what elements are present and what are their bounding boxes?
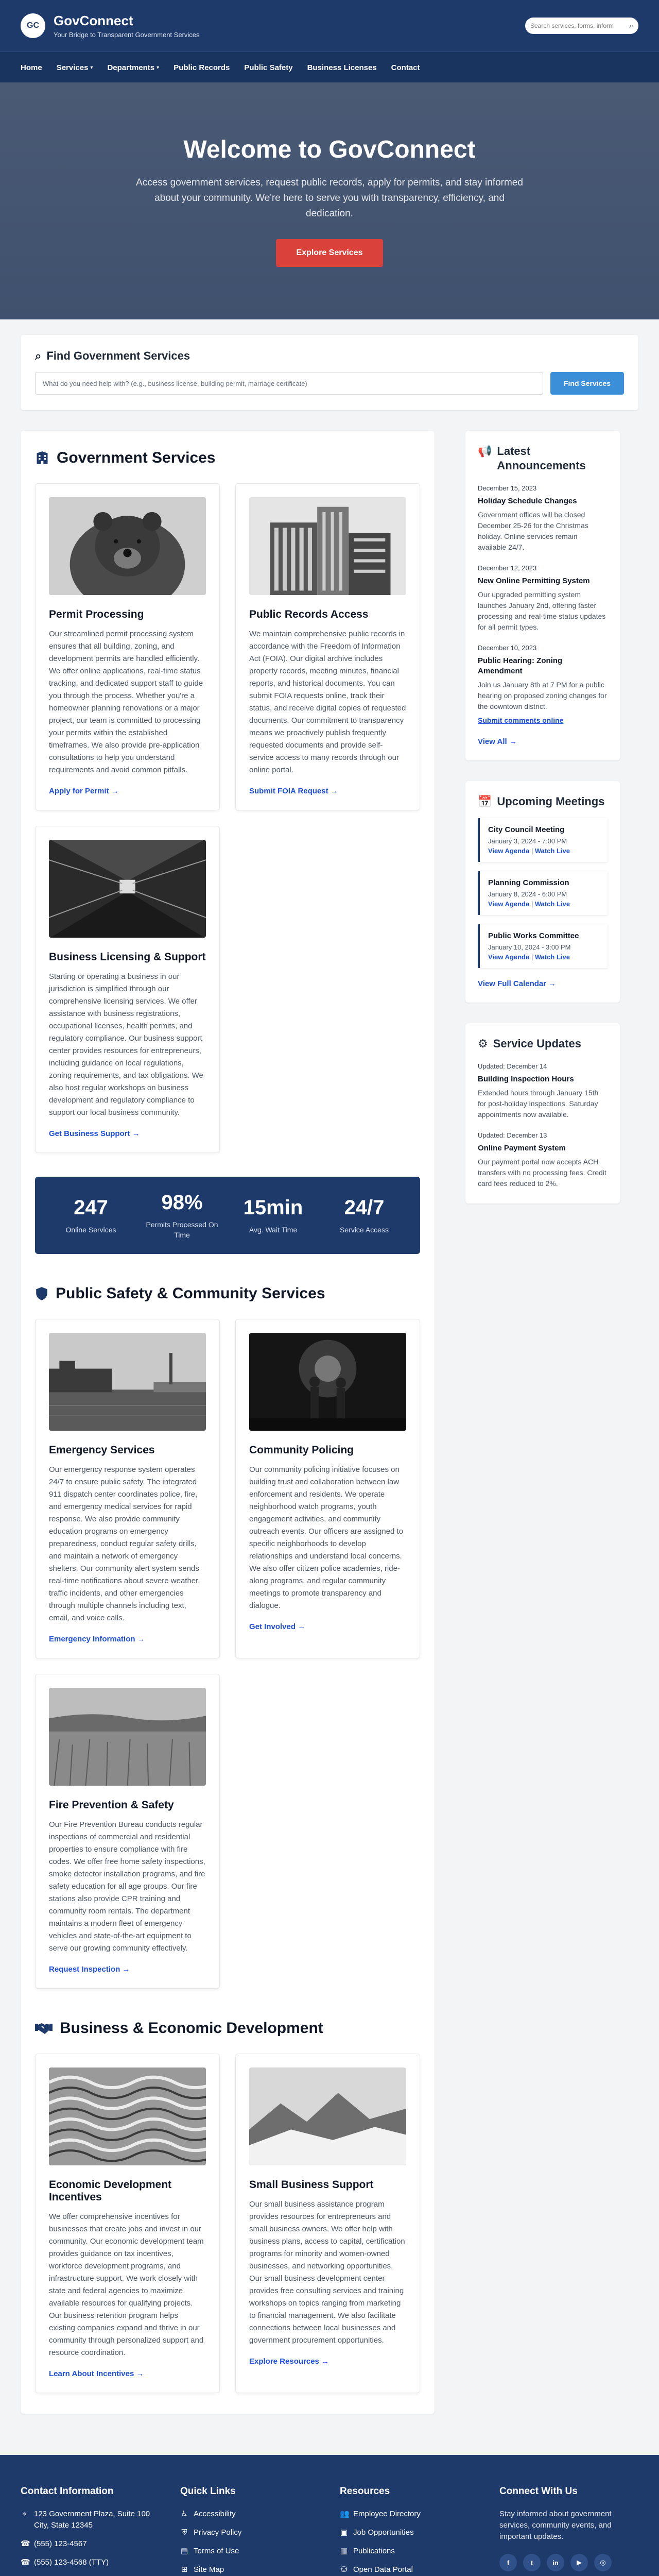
footer-link[interactable]: ▣ Job Opportunities bbox=[340, 2527, 479, 2538]
top-bar bbox=[0, 0, 659, 52]
meetings-box bbox=[465, 781, 620, 1003]
sidebar bbox=[465, 431, 620, 1204]
request-inspection-link[interactable]: Request Inspection → bbox=[49, 1965, 130, 1974]
card-title: Permit Processing bbox=[49, 608, 144, 620]
full-calendar-link[interactable]: View Full Calendar → bbox=[478, 979, 557, 988]
footer-link[interactable]: ▤ Terms of Use bbox=[180, 2546, 319, 2557]
card-title: Community Policing bbox=[249, 1444, 354, 1456]
briefcase-icon: ▣ bbox=[340, 2528, 348, 2537]
gov-services-title: Government Services bbox=[57, 449, 216, 466]
meetings-title: Upcoming Meetings bbox=[497, 795, 605, 808]
incentives-link[interactable]: Learn About Incentives → bbox=[49, 2369, 144, 2378]
meeting-item: City Council Meeting January 3, 2024 - 7:00 PM View Agenda | Watch Live bbox=[478, 818, 608, 862]
card-text: Our Fire Prevention Bureau conducts regular inspections of commercial and residential properties to ensure compliance with fire codes. We offer free home safety inspections, smoke detector installation programs, and fire safety education for all age groups. Our fire stations also provide CPR training and community room rentals. The department maintains a modern fleet of emergency vehicles and state-of-the-art equipment to serve our growing community effectively. bbox=[49, 1820, 205, 1953]
building-icon bbox=[35, 451, 49, 465]
snow-landscape-image bbox=[249, 2067, 406, 2165]
card-text: Our emergency response system operates 24/7 to ensure public safety. The integrated 911 dispatch center coordinates police, fire, and emergency medical services for rapid response. We also provide community education programs on emergency preparedness, conduct regular safety drills, and maintain a network of emergency shelters. Our community alert system sends real-time notifications about severe weather, traffic incidents, and other emergencies through multiple channels including text, email, and voice calls. bbox=[49, 1465, 200, 1622]
safety-card bbox=[235, 1319, 420, 1658]
logo: GC bbox=[21, 13, 45, 38]
site-title: GovConnect bbox=[54, 13, 133, 28]
business-card bbox=[35, 2054, 220, 2393]
updates-title: Service Updates bbox=[493, 1037, 581, 1050]
search-icon: ⌕ bbox=[35, 349, 42, 362]
explore-services-button[interactable]: Explore Services bbox=[276, 239, 384, 267]
find-title: Find Government Services bbox=[46, 349, 190, 362]
shield-icon bbox=[35, 1286, 48, 1301]
gear-icon: ⚙ bbox=[478, 1037, 488, 1050]
explore-resources-link[interactable]: Explore Resources → bbox=[249, 2357, 330, 2366]
main-nav bbox=[0, 52, 659, 82]
hero-text: Access government services, request public records, apply for permits, and stay informed about your community. We're here to serve you with transparency, efficiency, and dedication. bbox=[136, 177, 523, 219]
stat-item: 15min Avg. Wait Time bbox=[243, 1196, 303, 1234]
submit-foia-link[interactable]: Submit FOIA Request → bbox=[249, 787, 338, 795]
search-icon[interactable]: ⌕ bbox=[629, 22, 633, 29]
phone-link[interactable]: (555) 123-4567 bbox=[34, 2539, 87, 2548]
emergency-info-link[interactable]: Emergency Information → bbox=[49, 1635, 145, 1643]
shield-icon: ⛨ bbox=[181, 2528, 187, 2537]
find-services bbox=[21, 335, 638, 410]
hero-title: Welcome to GovConnect bbox=[183, 135, 476, 163]
announcement-item: December 12, 2023 New Online Permitting System Our upgraded permitting system launches January 2nd, offering faster processing and real-time status updates for all permit types. bbox=[478, 564, 606, 631]
meeting-item: Public Works Committee January 10, 2024 - 3:00 PM View Agenda | Watch Live bbox=[478, 924, 608, 968]
card-title: Economic Development Incentives bbox=[49, 2179, 172, 2203]
handshake-icon bbox=[35, 2022, 53, 2035]
card-title: Fire Prevention & Safety bbox=[49, 1799, 174, 1811]
view-agenda-link[interactable]: View Agenda bbox=[488, 953, 530, 961]
announcements-title: Latest Announcements bbox=[497, 445, 586, 472]
youtube-icon[interactable]: ▶ bbox=[570, 2554, 588, 2571]
footer-link[interactable]: ♿ Accessibility bbox=[180, 2509, 319, 2520]
footer-link[interactable]: 👥 Employee Directory bbox=[340, 2509, 479, 2520]
card-text: Our streamlined permit processing system ensures that all building, zoning, and development permits are handled efficiently. We offer online applications, real-time status tracking, and dedicated support staff to guide you through the process. Whether you're a homeowner planning renovations or a major project, our team is committed to processing your permits within the established timeframes. We also provide pre-application consultations to help you understand requirements and avoid common pitfalls. bbox=[49, 630, 203, 774]
find-services-input[interactable]: What do you need help with? (e.g., business license, building permit, marriage certificate) bbox=[35, 372, 543, 395]
chevron-down-icon: ▾ bbox=[157, 64, 160, 71]
calendar-icon: 📅 bbox=[478, 795, 492, 808]
footer-contact: Contact Information ⌖ 123 Government Plaza, Suite 100 City, State 12345 ☎ (555) 123-4567 ☎ (555) 123-4568 (TTY) bbox=[21, 2486, 160, 2576]
stat-item: 24/7 Service Access bbox=[340, 1196, 389, 1234]
header-search-input[interactable] bbox=[530, 22, 627, 29]
update-item: Updated: December 14 Building Inspection Hours Extended hours through January 15th for post-holiday inspections. Saturday appointments now available. bbox=[478, 1062, 599, 1118]
footer-link[interactable]: ▥ Publications bbox=[340, 2546, 479, 2557]
safety-card bbox=[35, 1319, 220, 1658]
site-header bbox=[0, 0, 659, 82]
accessibility-icon: ♿ bbox=[181, 2510, 188, 2518]
footer-link[interactable]: ⛁ Open Data Portal bbox=[340, 2564, 479, 2575]
view-agenda-link[interactable]: View Agenda bbox=[488, 847, 530, 855]
announcement-item: December 15, 2023 Holiday Schedule Changes Government offices will be closed December 25-26 for the Christmas holiday. Online services remain available 24/7. bbox=[478, 484, 588, 551]
nav-public-safety[interactable]: Public Safety bbox=[244, 63, 293, 72]
database-icon: ⛁ bbox=[340, 2565, 348, 2574]
updates-box bbox=[465, 1023, 620, 1204]
nav-contact[interactable]: Contact bbox=[391, 63, 420, 72]
card-text: Starting or operating a business in our jurisdiction is simplified through our comprehensive licensing services. We offer assistance with business registrations, occupational licenses, health permits, and regulatory compliance. Our business support center provides resources for entrepreneurs, including guidance on local regulations, zoning requirements, and tax obligations. We also host regular workshops on business development and regulatory compliance to support our local business community. bbox=[49, 972, 203, 1117]
megaphone-icon: 📢 bbox=[478, 445, 492, 457]
nav-services[interactable]: Services ▾ bbox=[56, 63, 93, 72]
document-icon: ▤ bbox=[180, 2547, 188, 2555]
footer-link[interactable]: ⊞ Site Map bbox=[180, 2564, 319, 2575]
service-card bbox=[35, 483, 220, 810]
twitter-icon[interactable]: t bbox=[523, 2554, 541, 2571]
brand[interactable] bbox=[21, 13, 200, 39]
announcements-box bbox=[465, 431, 620, 760]
safety-title: Public Safety & Community Services bbox=[56, 1285, 325, 1302]
book-icon: ▥ bbox=[340, 2547, 348, 2555]
find-services-button[interactable]: Find Services bbox=[550, 372, 624, 395]
service-card bbox=[35, 826, 220, 1153]
watch-live-link[interactable]: Watch Live bbox=[534, 847, 570, 855]
site-footer bbox=[0, 2455, 659, 2576]
waves-image bbox=[49, 2067, 206, 2165]
watch-live-link[interactable]: Watch Live bbox=[534, 900, 570, 908]
stats-banner bbox=[35, 1177, 420, 1254]
apply-permit-link[interactable]: Apply for Permit → bbox=[49, 787, 119, 795]
submit-comments-link[interactable]: Submit comments online bbox=[478, 716, 564, 724]
card-text: Our small business assistance program provides resources for entrepreneurs and small business owners. We offer help with business plans, access to capital, certification programs for minority and women-owned businesses, and networking opportunities. Our small business development center provides free consulting services and training workshops on topics ranging from marketing to financial management. We also facilitate connections between local businesses and government procurement opportunities. bbox=[249, 2200, 405, 2345]
phone-icon: ☎ bbox=[21, 2539, 30, 2548]
nav-departments[interactable]: Departments ▾ bbox=[107, 63, 160, 72]
phone-icon: ☎ bbox=[21, 2558, 30, 2567]
card-title: Emergency Services bbox=[49, 1444, 155, 1456]
nav-public-records[interactable]: Public Records bbox=[174, 63, 230, 72]
linkedin-icon[interactable]: in bbox=[547, 2554, 564, 2571]
announcement-item: December 10, 2023 Public Hearing: Zoning Amendment Join us January 8th at 7 PM for a public hearing on proposed zoning changes for the downtown district. Submit comments online bbox=[478, 644, 608, 726]
footer-link[interactable]: ⛨ Privacy Policy bbox=[180, 2527, 319, 2538]
users-icon: 👥 bbox=[340, 2510, 350, 2518]
harbor-image bbox=[49, 1333, 206, 1431]
instagram-icon[interactable]: ◎ bbox=[594, 2554, 612, 2571]
card-text: Our community policing initiative focuses on building trust and collaboration between law enforcement and residents. We operate neighborhood watch programs, youth engagement activities, and community outreach events. Our officers are assigned to specific neighborhoods to develop relationships and understand local concerns. We also offer citizen police academies, ride-along programs, and regular community meetings to promote transparency and dialogue. bbox=[249, 1465, 404, 1610]
view-all-link[interactable]: View All → bbox=[478, 737, 517, 746]
get-involved-link[interactable]: Get Involved → bbox=[249, 1622, 306, 1631]
main-content bbox=[21, 431, 435, 2414]
hero bbox=[0, 82, 659, 319]
stat-item: 98% Permits Processed On Time bbox=[146, 1191, 218, 1239]
header-search[interactable] bbox=[525, 18, 638, 34]
stat-item: 247 Online Services bbox=[65, 1196, 116, 1234]
tty-link[interactable]: (555) 123-4568 (TTY) bbox=[34, 2558, 109, 2567]
business-card bbox=[235, 2054, 420, 2393]
field-image bbox=[49, 1688, 206, 1786]
bear-image bbox=[49, 497, 206, 595]
card-text: We maintain comprehensive public records in accordance with the Freedom of Information Act (FOIA). Our digital archive includes property records, meeting minutes, financial reports, and historical documents. You can submit FOIA requests online, track their status, and receive digital copies of requested documents. Our commitment to transparency means we proactively publish frequently requested documents and provide self-service access to many records through our online portal. bbox=[249, 630, 406, 774]
update-item: Updated: December 13 Online Payment System Our payment portal now accepts ACH transfers with no processing fees. Credit card fees reduced to 2%. bbox=[478, 1131, 606, 1188]
business-title: Business & Economic Development bbox=[60, 2020, 323, 2037]
service-card bbox=[235, 483, 420, 810]
footer-resources: Resources 👥 Employee Directory ▣ Job Opportunities ▥ Publications ⛁ Open Data Portal bbox=[340, 2486, 479, 2576]
tunnel-image bbox=[49, 840, 206, 938]
card-title: Business Licensing & Support bbox=[49, 951, 206, 963]
safety-card bbox=[35, 1674, 220, 1989]
social-links bbox=[499, 2554, 638, 2571]
card-title: Public Records Access bbox=[249, 608, 369, 620]
sitemap-icon: ⊞ bbox=[181, 2565, 188, 2574]
card-title: Small Business Support bbox=[249, 2179, 374, 2191]
nav-home[interactable]: Home bbox=[21, 63, 42, 72]
facebook-icon[interactable]: f bbox=[499, 2554, 517, 2571]
site-tagline: Your Bridge to Transparent Government Services bbox=[54, 31, 200, 39]
view-agenda-link[interactable]: View Agenda bbox=[488, 900, 530, 908]
footer-connect: Connect With Us Stay informed about government services, community events, and important updates. f t in ▶ ◎ bbox=[499, 2486, 638, 2576]
footer-quick-links: Quick Links ♿ Accessibility ⛨ Privacy Policy ▤ Terms of Use ⊞ Site Map bbox=[180, 2486, 319, 2576]
address: 123 Government Plaza, Suite 100 City, State 12345 bbox=[34, 2510, 150, 2530]
nav-business-licenses[interactable]: Business Licenses bbox=[307, 63, 377, 72]
business-support-link[interactable]: Get Business Support → bbox=[49, 1129, 140, 1138]
building-image bbox=[249, 497, 406, 595]
card-text: We offer comprehensive incentives for businesses that create jobs and invest in our community. Our economic development team provides guidance on tax incentives, workforce development programs, and infrastructure support. We work closely with state and federal agencies to maximize available resources for qualifying projects. Our business retention program helps existing companies expand and thrive in our community through personalized support and resource coordination. bbox=[49, 2212, 204, 2357]
watch-live-link[interactable]: Watch Live bbox=[534, 953, 570, 961]
meeting-item: Planning Commission January 8, 2024 - 6:00 PM View Agenda | Watch Live bbox=[478, 871, 608, 915]
connect-text: Stay informed about government services, community events, and important updates. bbox=[499, 2510, 612, 2541]
chevron-down-icon: ▾ bbox=[90, 64, 93, 71]
night-people-image bbox=[249, 1333, 406, 1431]
location-icon: ⌖ bbox=[22, 2510, 27, 2518]
